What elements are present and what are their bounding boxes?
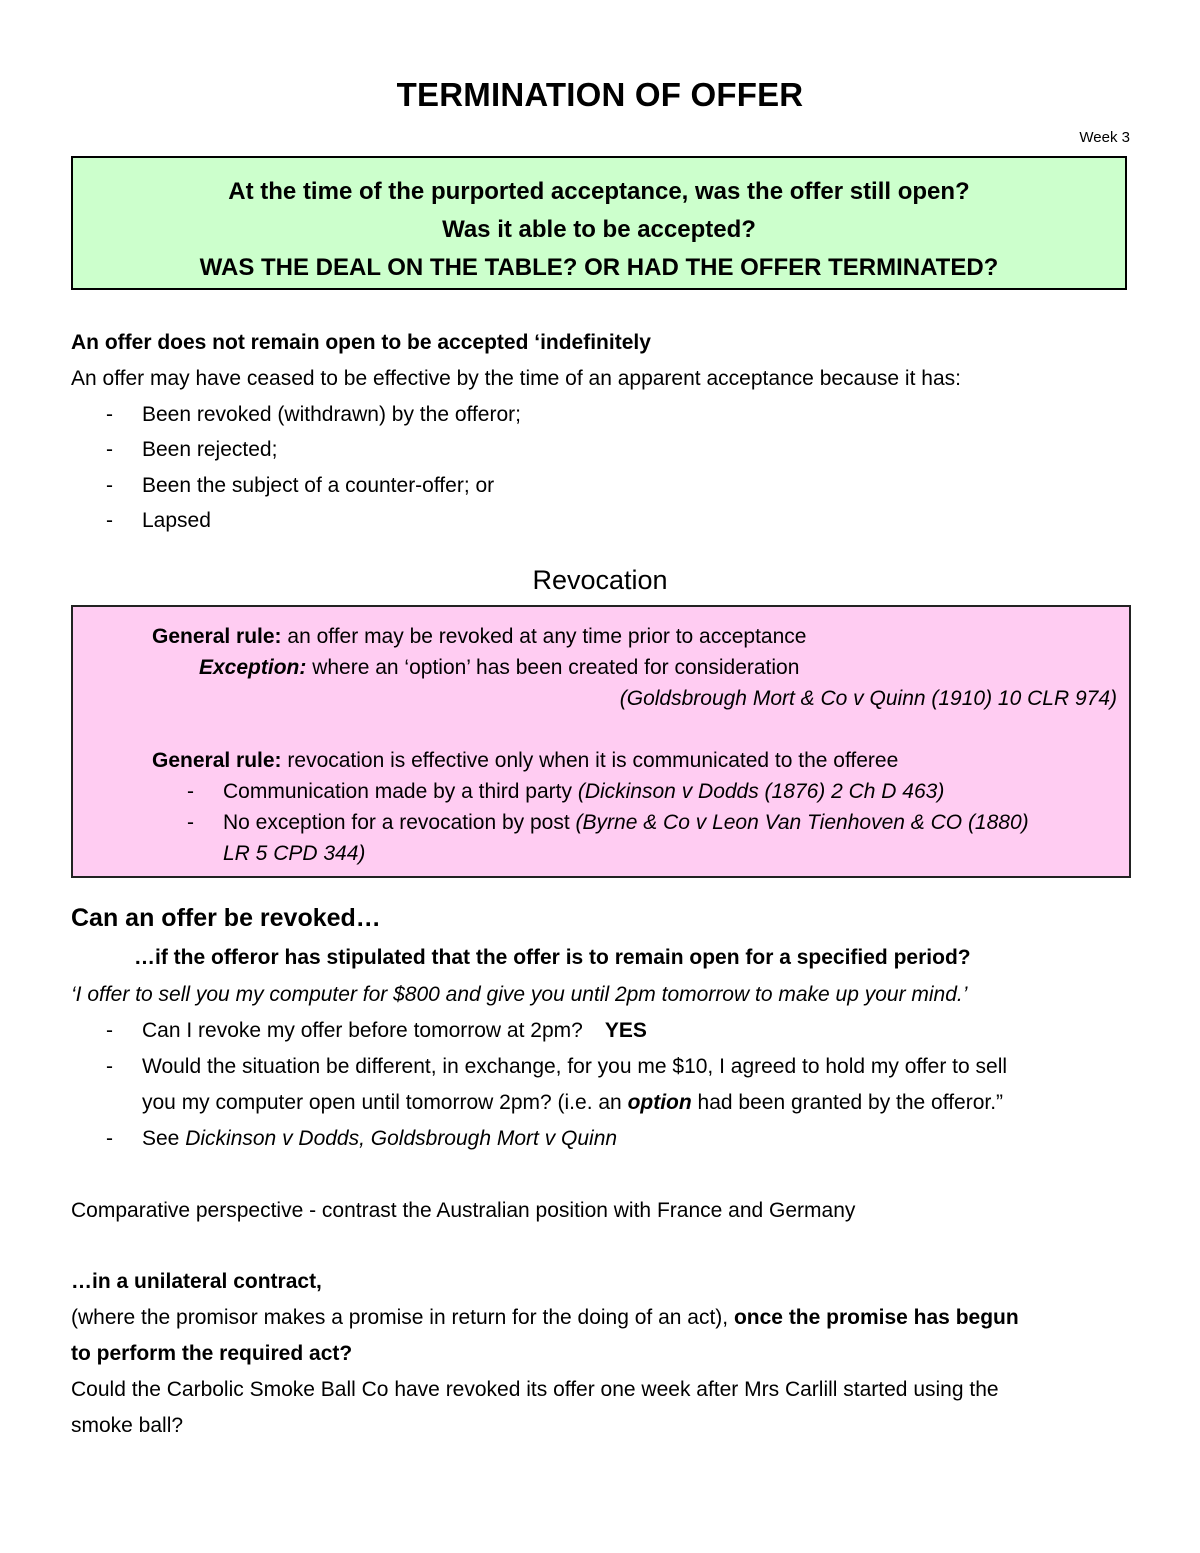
rule-1 — [152, 625, 806, 649]
stipulated-question: …if the offeror has stipulated that the offer is to remain open for a specified period? — [134, 946, 971, 969]
item-3-cases: Dickinson v Dodds, Goldsbrough Mort v Quinn — [185, 1127, 618, 1150]
unilateral-line-1 — [71, 1306, 1019, 1330]
exception-label: Exception: — [199, 656, 307, 679]
revocation-box — [71, 605, 1131, 878]
page-title: TERMINATION OF OFFER — [396, 76, 804, 113]
item-2-pre: you my computer open until tomorrow 2pm? (i.e. an — [142, 1091, 628, 1114]
example-quote: ‘I offer to sell you my computer for $800 and give you until 2pm tomorrow to make up your mind.’ — [71, 983, 968, 1006]
item-2-option: option — [627, 1091, 692, 1114]
list-item — [142, 1019, 647, 1043]
sub-item-1-text: Communication made by a third party — [223, 780, 578, 803]
exception — [199, 656, 799, 680]
list-dash: - — [106, 1055, 113, 1078]
item-1-answer: YES — [604, 1019, 647, 1042]
rule-1-text: an offer may be revoked at any time prior to acceptance — [281, 625, 807, 648]
list-dash: - — [106, 403, 113, 426]
list-item: Been rejected; — [142, 438, 278, 461]
sub-item-2-case: (Byrne & Co v Leon Van Tienhoven & CO (1880) — [575, 811, 1029, 834]
unilateral-heading: …in a unilateral contract, — [71, 1270, 322, 1293]
key-question-box — [71, 156, 1127, 290]
item-1-text: Can I revoke my offer before tomorrow at 2pm? — [142, 1019, 583, 1042]
list-dash: - — [187, 780, 194, 803]
sub-item-2-text: No exception for a revocation by post — [223, 811, 576, 834]
exception-text: where an ‘option’ has been created for consideration — [306, 656, 800, 679]
case-citation: (Goldsbrough Mort & Co v Quinn (1910) 10 CLR 974) — [619, 687, 1117, 710]
item-3-pre: See — [142, 1127, 186, 1150]
sub-item-2-case-cont: LR 5 CPD 344) — [223, 842, 366, 865]
list-item: Would the situation be different, in exchange, for you me $10, I agreed to hold my offer to sell — [142, 1055, 1008, 1078]
list-item: Lapsed — [142, 509, 211, 532]
rule-2 — [152, 749, 898, 773]
intro-bold-line: An offer does not remain open to be accepted ‘indefinitely — [71, 331, 651, 354]
rule-1-label: General rule: — [152, 625, 282, 648]
sub-item-1-case: (Dickinson v Dodds (1876) 2 Ch D 463) — [577, 780, 945, 803]
item-2-post: had been granted by the offeror.” — [691, 1091, 1004, 1114]
list-dash: - — [106, 474, 113, 497]
list-item — [142, 1127, 617, 1151]
list-dash: - — [187, 811, 194, 834]
list-dash: - — [106, 509, 113, 532]
carbolic-line-2: smoke ball? — [71, 1414, 184, 1437]
comparative-note: Comparative perspective - contrast the Australian position with France and Germany — [71, 1199, 856, 1222]
rule-2-text: revocation is effective only when it is communicated to the offeree — [281, 749, 899, 772]
list-dash: - — [106, 438, 113, 461]
unilateral-line-2: to perform the required act? — [71, 1342, 353, 1365]
sub-item-2 — [223, 811, 1029, 835]
can-revoke-heading: Can an offer be revoked… — [71, 904, 381, 932]
list-item: Been revoked (withdrawn) by the offeror; — [142, 403, 521, 426]
key-question-line-1: At the time of the purported acceptance, was the offer still open? — [228, 178, 970, 205]
list-dash: - — [106, 1019, 113, 1042]
revocation-heading: Revocation — [532, 565, 668, 595]
intro-lead: An offer may have ceased to be effective by the time of an apparent acceptance because it has: — [71, 367, 961, 390]
key-question-line-3: WAS THE DEAL ON THE TABLE? OR HAD THE OFFER TERMINATED? — [199, 254, 999, 281]
sub-item-1 — [223, 780, 944, 804]
key-question-line-2: Was it able to be accepted? — [442, 216, 756, 243]
week-label: Week 3 — [1079, 129, 1130, 146]
unilateral-pre: (where the promisor makes a promise in return for the doing of an act), — [71, 1306, 734, 1329]
rule-2-label: General rule: — [152, 749, 282, 772]
unilateral-bold: once the promise has begun — [733, 1306, 1019, 1329]
list-item-cont — [142, 1091, 1003, 1115]
list-dash: - — [106, 1127, 113, 1150]
list-item: Been the subject of a counter-offer; or — [142, 474, 495, 497]
carbolic-line-1: Could the Carbolic Smoke Ball Co have revoked its offer one week after Mrs Carlill started using the — [71, 1378, 999, 1401]
